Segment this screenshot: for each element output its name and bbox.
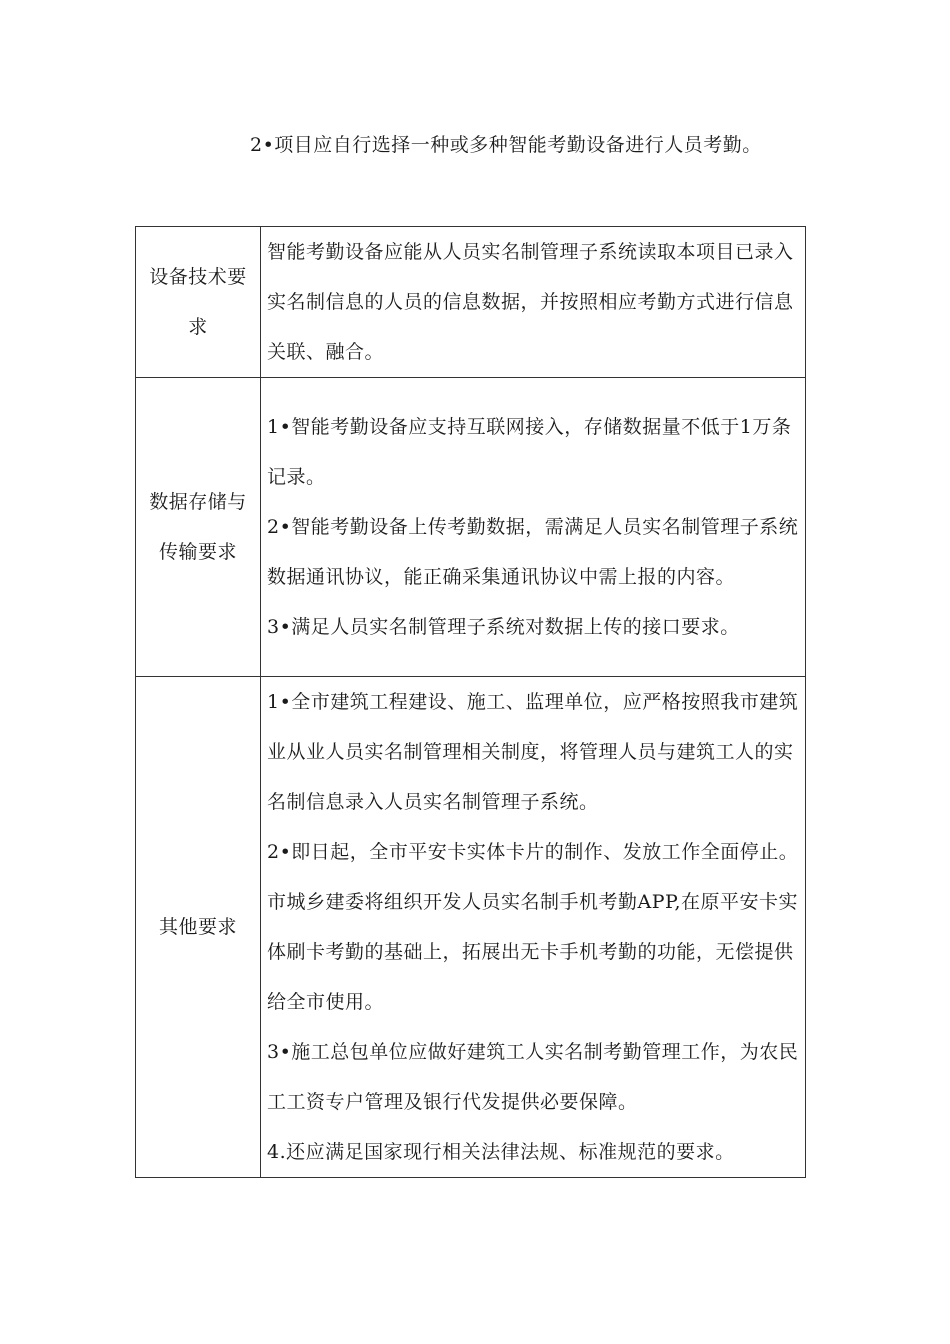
content-paragraph: 3•施工总包单位应做好建筑工人实名制考勤管理工作，为农民工工资专户管理及银行代发提供必要保障。 [267,1041,799,1113]
table-row-other [136,677,806,1178]
row-label-other: 其他要求 [136,677,261,1178]
row-content-other [261,677,806,1178]
row-label-data-storage: 数据存储与传输要求 [136,378,261,677]
content-paragraph: 2•智能考勤设备上传考勤数据，需满足人员实名制管理子系统数据通讯协议，能正确采集通讯协议中需上报的内容。 [267,516,799,588]
row-label-device-tech: 设备技术要求 [136,227,261,378]
content-paragraph: 4.还应满足国家现行相关法律法规、标准规范的要求。 [267,1141,735,1163]
table-row-device-tech [136,227,806,378]
table-row-data-storage [136,378,806,677]
row-content-data-storage [261,378,806,677]
intro-paragraph: 2•项目应自行选择一种或多种智能考勤设备进行人员考勤。 [250,134,762,156]
content-paragraph: 1•全市建筑工程建设、施工、监理单位，应严格按照我市建筑业从业人员实名制管理相关制度，将管理人员与建筑工人的实名制信息录入人员实名制管理子系统。 [267,691,799,813]
content-paragraph: 2•即日起，全市平安卡实体卡片的制作、发放工作全面停止。市城乡建委将组织开发人员实名制手机考勤APP,在原平安卡实体刷卡考勤的基础上，拓展出无卡手机考勤的功能，无偿提供给全市使用。 [267,841,799,1013]
content-paragraph: 智能考勤设备应能从人员实名制管理子系统读取本项目已录入实名制信息的人员的信息数据，并按照相应考勤方式进行信息关联、融合。 [267,241,794,363]
row-content-device-tech [261,227,806,378]
content-paragraph: 3•满足人员实名制管理子系统对数据上传的接口要求。 [267,616,740,638]
content-paragraph: 1•智能考勤设备应支持互联网接入，存储数据量不低于1万条记录。 [267,416,792,488]
requirements-table [135,226,806,1178]
